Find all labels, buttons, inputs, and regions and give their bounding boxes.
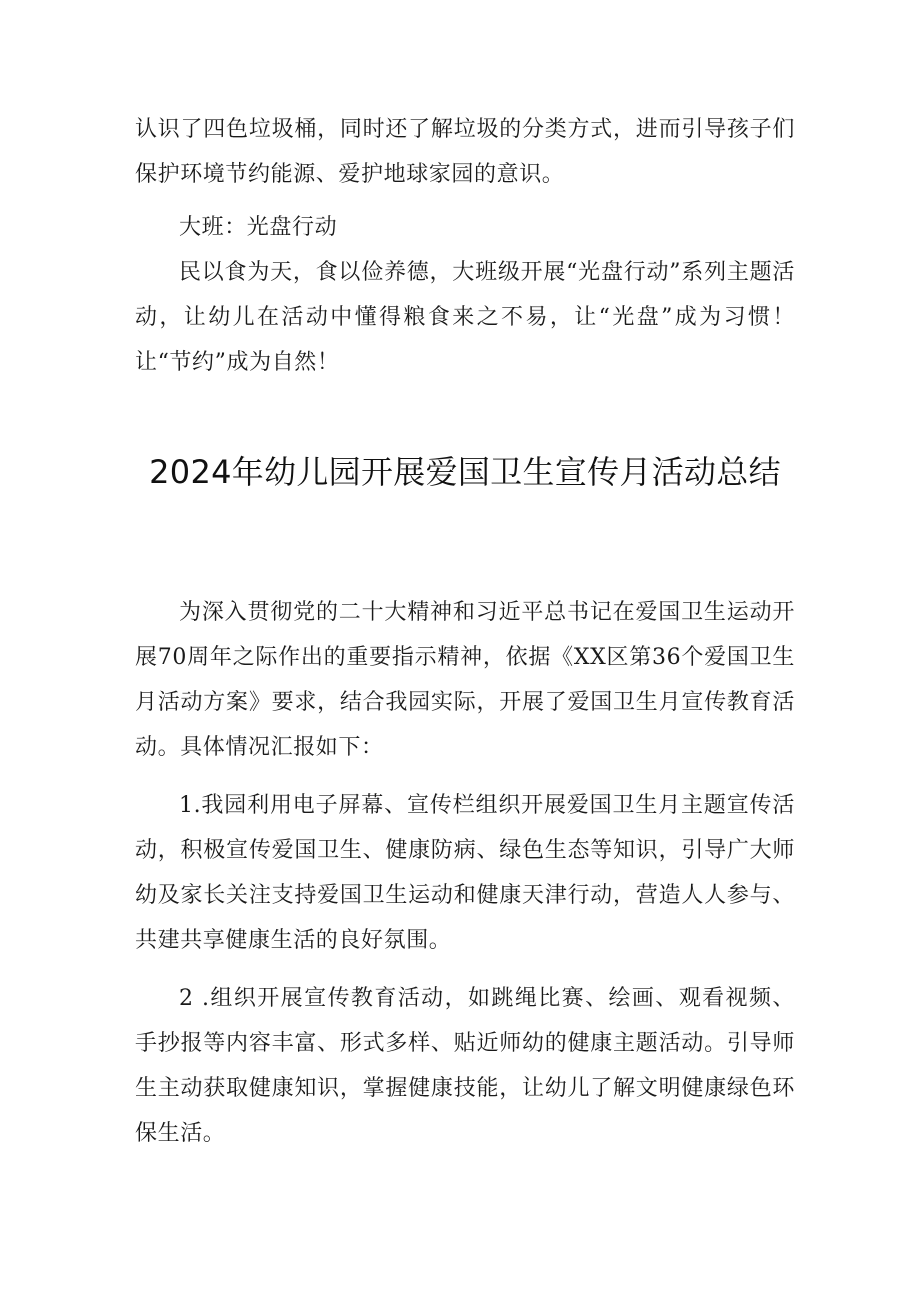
document-title: 2024年幼儿园开展爱国卫生宣传月活动总结	[149, 453, 781, 491]
list-item-1: 1.我园利用电子屏幕、宣传栏组织开展爱国卫生月主题宣传活动，积极宣传爱国卫生、健康防病、绿色生态等知识，引导广大师幼及家长关注支持爱国卫生运动和健康天津行动，营造人人参与、共建共享健康生活的良好氛围。	[135, 793, 795, 953]
section-subheading: 大班：光盘行动	[179, 215, 338, 240]
list-item-2: 2 .组织开展宣传教育活动，如跳绳比赛、绘画、观看视频、手抄报等内容丰富、形式多样、贴近师幼的健康主题活动。引导师生主动获取健康知识，掌握健康技能，让幼儿了解文明健康绿色环保生活。	[135, 986, 795, 1146]
daban-paragraph: 民以食为天，食以俭养德，大班级开展“光盘行动”系列主题活动，让幼儿在活动中懂得粮食来之不易，让“光盘”成为习惯！让“节约”成为自然！	[135, 260, 795, 375]
continuation-paragraph: 认识了四色垃圾桶，同时还了解垃圾的分类方式，进而引导孩子们保护环境节约能源、爱护地球家园的意识。	[135, 117, 795, 187]
intro-paragraph: 为深入贯彻党的二十大精神和习近平总书记在爱国卫生运动开展70周年之际作出的重要指示精神，依据《XX区第36个爱国卫生月活动方案》要求，结合我园实际，开展了爱国卫生月宣传教育活动。具体情况汇报如下：	[135, 600, 795, 760]
